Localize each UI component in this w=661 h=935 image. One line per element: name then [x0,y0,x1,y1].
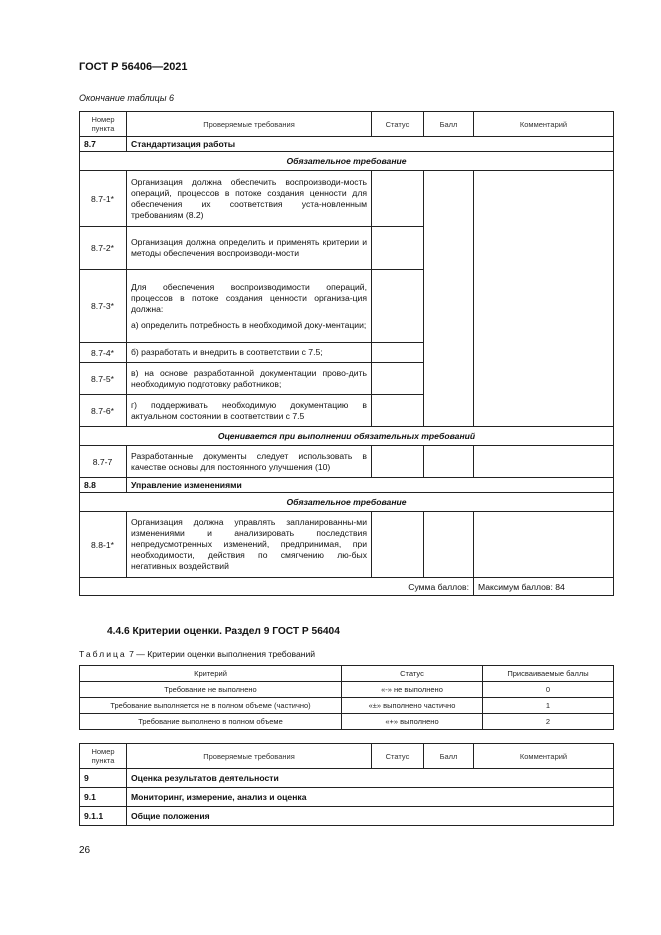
criterion-cell: Требование не выполнено [80,682,342,698]
table-header-row [80,744,614,769]
subheader-row [80,427,614,446]
table-row [80,714,614,730]
section-number: 9 [80,769,127,788]
status-cell: «±» выполнено частично [342,698,483,714]
col-header-number: Номер пункта [80,744,127,769]
criterion-cell: Требование выполнено в полном объеме [80,714,342,730]
sum-label: Сумма баллов: [80,578,474,596]
row-number: 8.7-6* [80,395,127,427]
col-header-score: Балл [424,744,474,769]
table-row [80,171,614,227]
col-header-status: Статус [372,744,424,769]
comment-cell[interactable] [474,171,614,427]
document-header: ГОСТ Р 56406—2021 [79,61,188,73]
score-cell[interactable] [424,512,474,578]
status-cell[interactable] [372,171,424,227]
col-header-requirements: Проверяемые требования [127,112,372,137]
section-title: Общие положения [127,807,614,826]
status-cell[interactable] [372,227,424,270]
status-cell[interactable] [372,270,424,343]
col-header-status: Статус [372,112,424,137]
row-requirement: б) разработать и внедрить в соответствии с 7.5; [127,343,372,363]
col-header-status: Статус [342,666,483,682]
status-cell[interactable] [372,395,424,427]
caption-word: Таблица [79,649,127,659]
status-cell[interactable] [372,512,424,578]
section-title: Оценка результатов деятельности [127,769,614,788]
table-6 [79,111,614,596]
table-row [80,698,614,714]
row-requirement: в) на основе разработанной документации прово-дить необходимую подготовку работников; [127,363,372,395]
table-row [80,446,614,478]
status-cell[interactable] [372,363,424,395]
row-requirement: Организация должна обеспечить воспроизводи-мость операций, процессов в потоке создания ценности для обеспечения их соответствия уста-новленным требованиям (8.2) [127,171,372,227]
section-heading: 4.4.6 Критерии оценки. Раздел 9 ГОСТ Р 56404 [107,626,340,637]
status-cell: «-» не выполнено [342,682,483,698]
comment-cell[interactable] [474,446,614,478]
col-header-number: Номер пункта [80,112,127,137]
table-header-row [80,112,614,137]
row-number: 8.7-7 [80,446,127,478]
table-continuation-label: Окончание таблицы 6 [79,93,174,103]
section-row [80,769,614,788]
row-requirement [127,270,372,343]
table-header-row [80,666,614,682]
section-row-8-7 [80,137,614,152]
col-header-comment: Комментарий [474,744,614,769]
row-requirement: Организация должна определить и применять критерии и методы обеспечения воспроизводи-мости [127,227,372,270]
col-header-comment: Комментарий [474,112,614,137]
status-cell: «+» выполнено [342,714,483,730]
row-number: 8.7-2* [80,227,127,270]
table-7-caption [79,649,315,659]
section-title: Мониторинг, измерение, анализ и оценка [127,788,614,807]
evaluated-label: Оценивается при выполнении обязательных требований [80,427,614,446]
col-header-criterion: Критерий [80,666,342,682]
row-requirement: Организация должна управлять запланированны-ми изменениями и анализировать последствия непредусмотренных изменений, предпринимая, при необходимости, действия по смягчению лю-бых негативных воздействий [127,512,372,578]
row-requirement: г) поддерживать необходимую документацию в актуальном состоянии в соответствии с 7.5 [127,395,372,427]
comment-cell[interactable] [474,512,614,578]
section-row [80,788,614,807]
table-row [80,682,614,698]
section-title: Управление изменениями [127,478,614,493]
section-title: Стандартизация работы [127,137,614,152]
table-requirements-9 [79,743,614,826]
status-cell[interactable] [372,446,424,478]
row-number: 8.7-1* [80,171,127,227]
col-header-requirements: Проверяемые требования [127,744,372,769]
section-row-8-8 [80,478,614,493]
section-row [80,807,614,826]
section-number: 9.1 [80,788,127,807]
criterion-cell: Требование выполняется не в полном объеме (частично) [80,698,342,714]
caption-text: 7 — Критерии оценки выполнения требований [129,649,316,659]
section-number: 9.1.1 [80,807,127,826]
score-cell[interactable] [424,171,474,427]
page-number: 26 [79,845,91,856]
table-row [80,512,614,578]
row-number: 8.7-3* [80,270,127,343]
col-header-score: Балл [424,112,474,137]
points-cell: 0 [483,682,614,698]
table-7 [79,665,614,730]
status-cell[interactable] [372,343,424,363]
row-number: 8.7-4* [80,343,127,363]
col-header-points: Присваиваемые баллы [483,666,614,682]
row-requirement: Разработанные документы следует использовать в качестве основы для постоянного улучшения (10) [127,446,372,478]
row-number: 8.7-5* [80,363,127,395]
requirement-intro: Для обеспечения воспроизводимости операций, процессов в потоке создания ценности организа-ция должна: [131,281,367,314]
points-cell: 1 [483,698,614,714]
max-score-label: Максимум баллов: 84 [474,578,614,596]
mandatory-label: Обязательное требование [80,152,614,171]
row-number: 8.8-1* [80,512,127,578]
subheader-row [80,493,614,512]
points-cell: 2 [483,714,614,730]
subheader-row [80,152,614,171]
sum-row [80,578,614,596]
section-number: 8.8 [80,478,127,493]
mandatory-label: Обязательное требование [80,493,614,512]
score-cell[interactable] [424,446,474,478]
requirement-item: а) определить потребность в необходимой доку-ментации; [131,319,367,330]
section-number: 8.7 [80,137,127,152]
